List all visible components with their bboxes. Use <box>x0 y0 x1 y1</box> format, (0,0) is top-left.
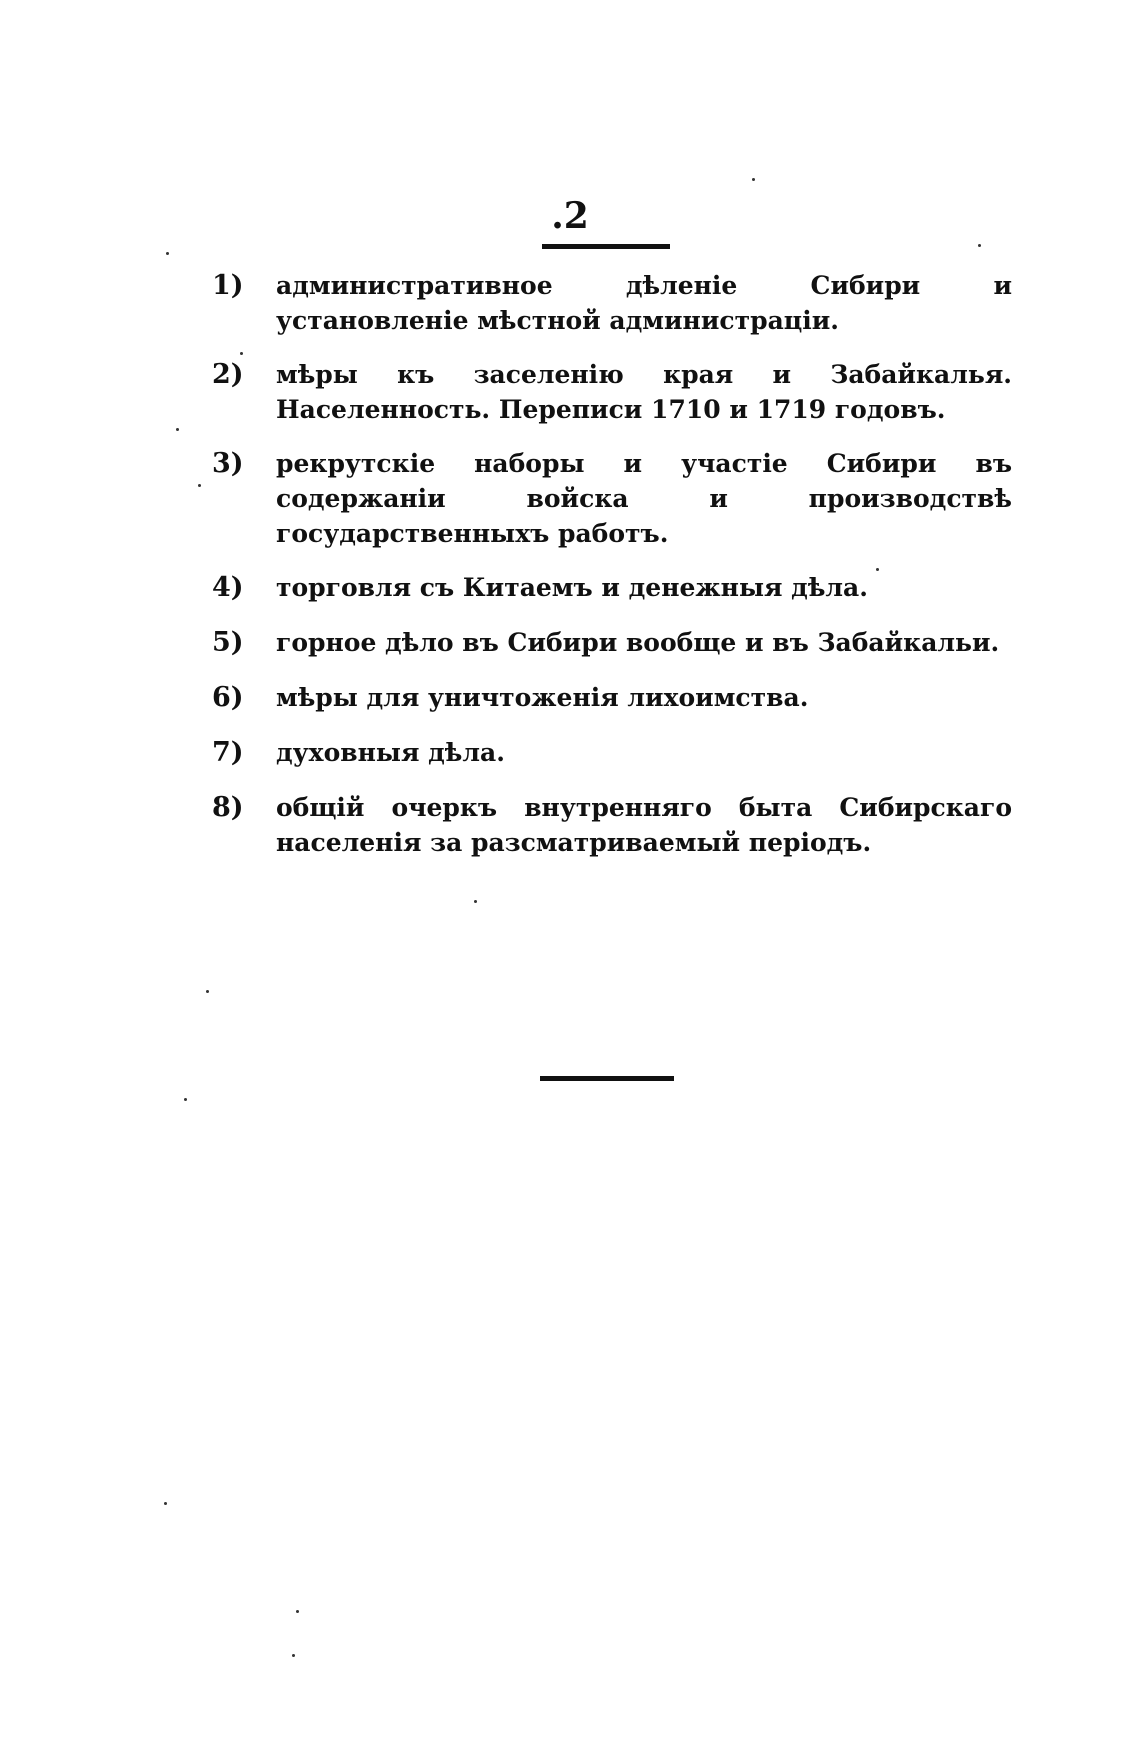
list-item <box>212 570 1012 605</box>
speck <box>164 1502 167 1505</box>
item-number: 4) <box>212 572 244 603</box>
speck <box>292 1654 295 1657</box>
item-text: общій очеркъ внутренняго быта Сибирскаго населенія за разсматриваемый періодъ. <box>276 793 1012 857</box>
item-number: 3) <box>212 448 244 479</box>
header-rule <box>542 244 670 249</box>
list-item <box>212 790 1012 860</box>
speck <box>474 900 477 903</box>
list-item <box>212 735 1012 770</box>
speck <box>206 990 209 993</box>
speck <box>166 252 169 255</box>
list-item <box>212 680 1012 715</box>
item-text: мѣры къ заселенію края и Забайкалья. Населенность. Переписи 1710 и 1719 годовъ. <box>276 360 1012 424</box>
item-number: 5) <box>212 627 244 658</box>
item-text: духовныя дѣла. <box>276 738 505 767</box>
list-item <box>212 446 1012 551</box>
item-text: рекрутскіе наборы и участіе Сибири въ содержаніи войска и производствѣ государственныхъ работъ. <box>276 449 1012 548</box>
item-text: торговля съ Китаемъ и денежныя дѣла. <box>276 573 868 602</box>
speck <box>176 428 179 431</box>
list-item <box>212 625 1012 660</box>
item-number: 8) <box>212 792 244 823</box>
item-number: 7) <box>212 737 244 768</box>
item-number: 1) <box>212 270 244 301</box>
speck <box>240 352 243 355</box>
list-item <box>212 268 1012 338</box>
speck <box>296 1610 299 1613</box>
item-number: 2) <box>212 359 244 390</box>
speck <box>876 568 879 571</box>
item-number: 6) <box>212 682 244 713</box>
speck <box>752 178 755 181</box>
section-rule <box>540 1076 674 1081</box>
speck <box>184 1098 187 1101</box>
speck <box>978 244 981 247</box>
list-item <box>212 357 1012 427</box>
contents-list <box>212 268 1012 879</box>
speck <box>198 484 201 487</box>
item-text: мѣры для уничтоженія лихоимства. <box>276 683 809 712</box>
item-text: горное дѣло въ Сибири вообще и въ Забайкальи. <box>276 628 1000 657</box>
page-number: .2 <box>551 195 589 237</box>
item-text: административное дѣленіе Сибири и установленіе мѣстной администраціи. <box>276 271 1012 335</box>
